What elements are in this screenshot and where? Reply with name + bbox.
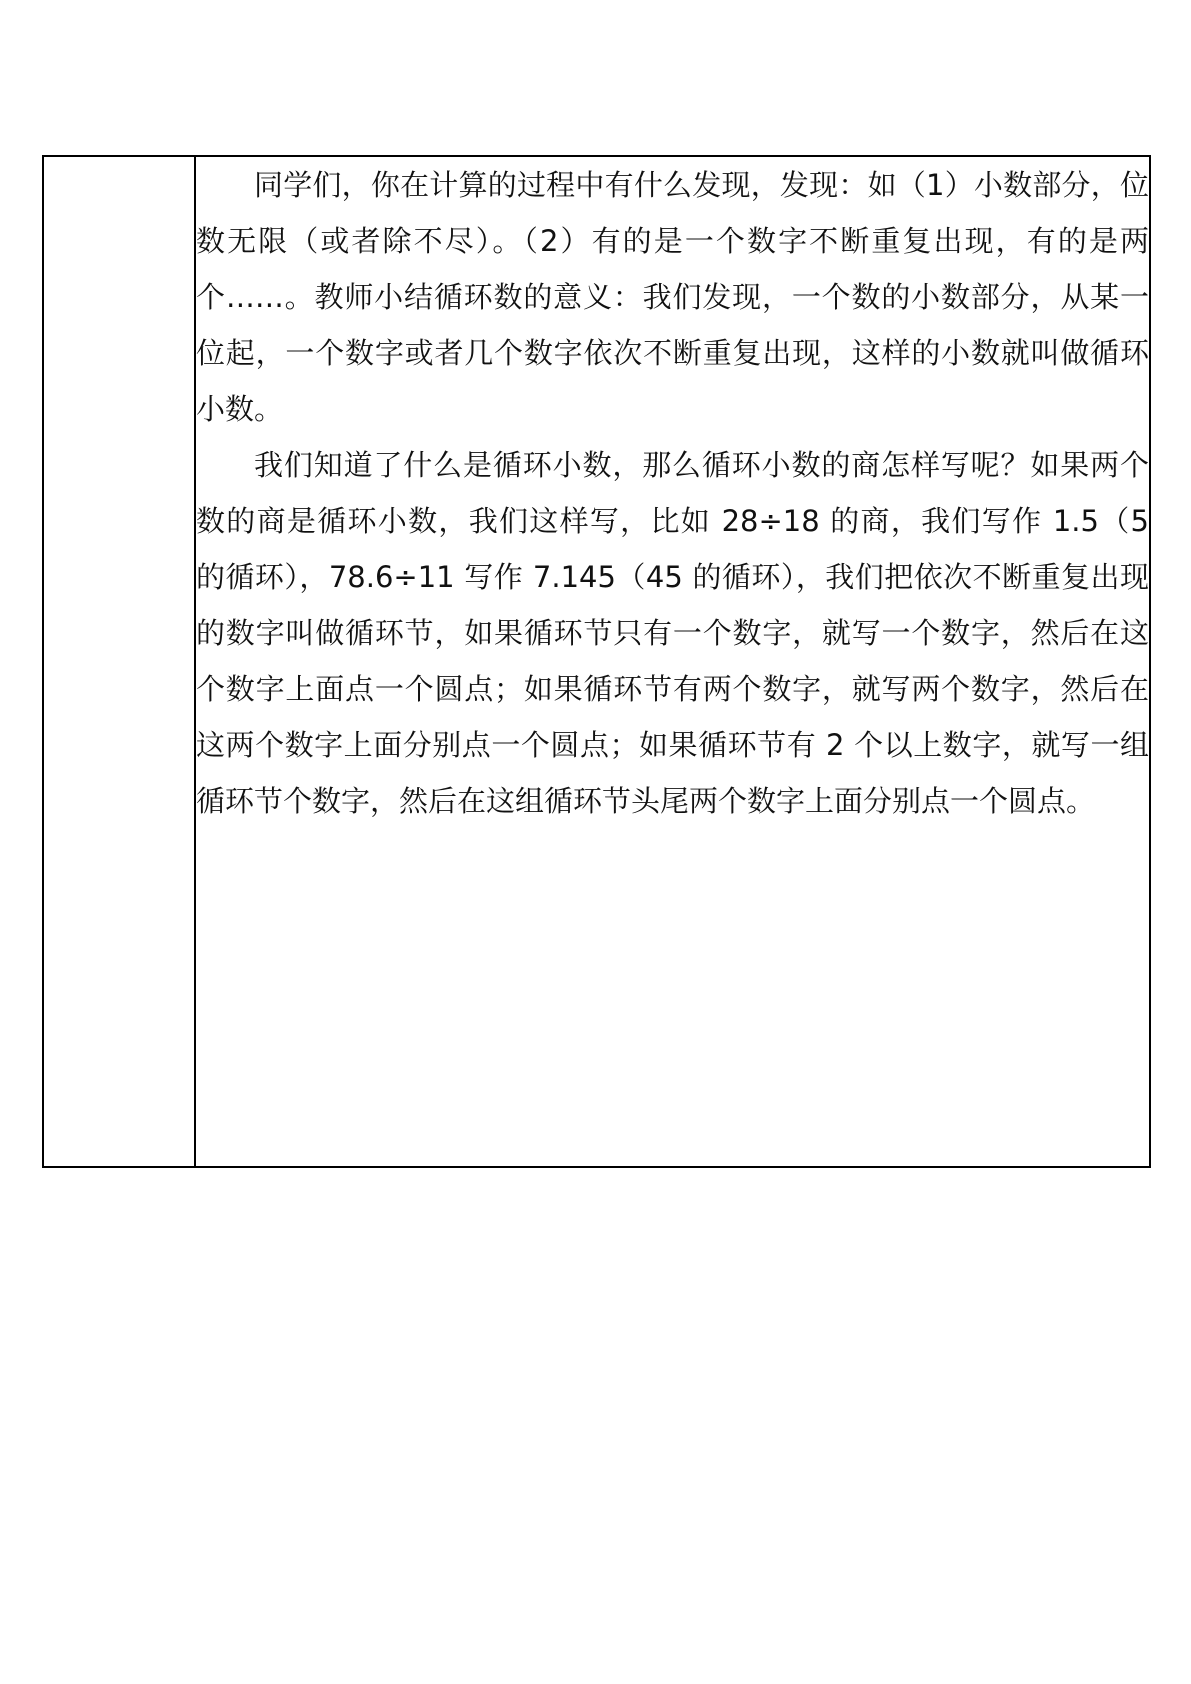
lesson-table bbox=[42, 155, 1151, 1168]
left-cell bbox=[43, 156, 195, 1167]
content-cell bbox=[195, 156, 1150, 1167]
paragraph-discovery: 同学们，你在计算的过程中有什么发现，发现：如（1）小数部分，位数无限（或者除不尽）。（2）有的是一个数字不断重复出现，有的是两个……。教师小结循环数的意义：我们发现，一个数的小数部分，从某一位起，一个数字或者几个数字依次不断重复出现，这样的小数就叫做循环小数。 bbox=[196, 168, 1149, 426]
paragraph-notation: 我们知道了什么是循环小数，那么循环小数的商怎样写呢？如果两个数的商是循环小数，我们这样写，比如 28÷18 的商，我们写作 1.5（5 的循环），78.6÷11 写作 7.145（45 的循环），我们把依次不断重复出现的数字叫做循环节，如果循环节只有一个数字，就写一个数字，然后在这个数字上面点一个圆点；如果循环节有两个数字，就写两个数字，然后在这两个数字上面分别点一个圆点；如果循环节有 2 个以上数字，就写一组循环节个数字，然后在这组循环节头尾两个数字上面分别点一个圆点。 bbox=[196, 448, 1149, 818]
table-row bbox=[43, 156, 1150, 1167]
